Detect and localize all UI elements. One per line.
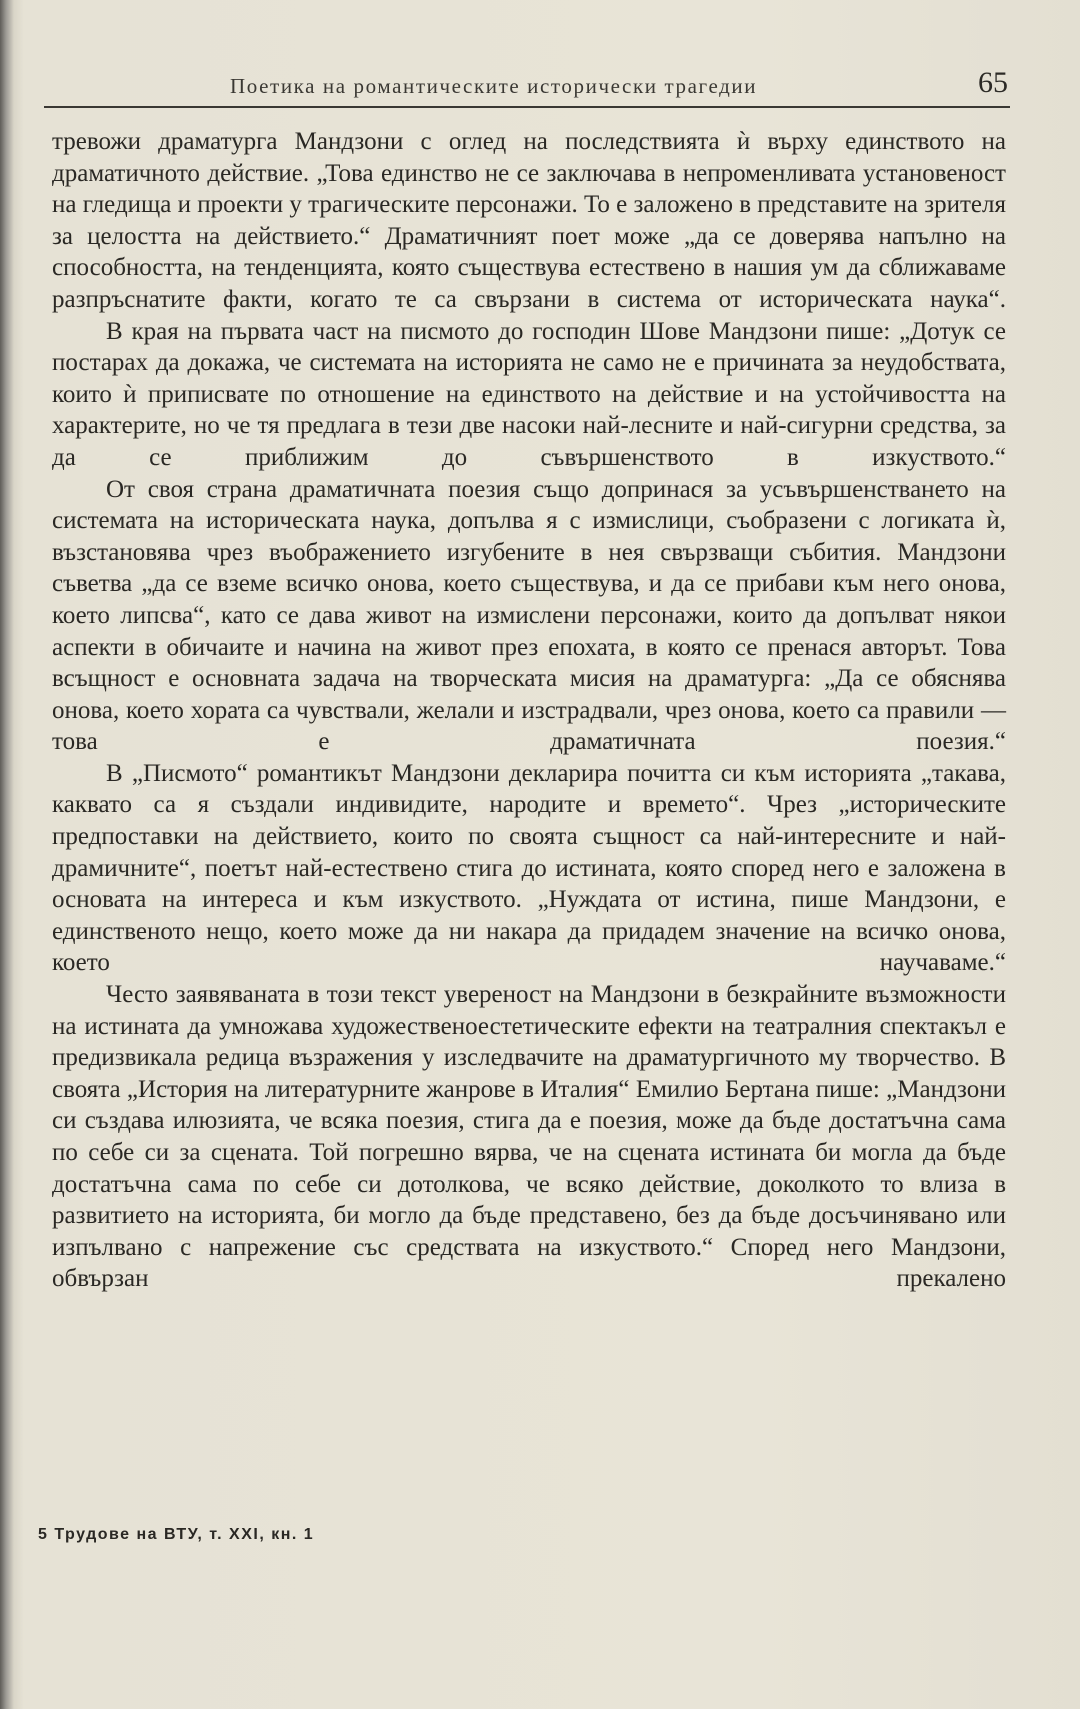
running-title: Поетика на романтическите исторически трагедии [230, 74, 758, 98]
page-number: 65 [978, 66, 1008, 99]
paragraph: Често заявяваната в този текст увереност на Мандзони в безкрайните възможности на истината да умножава художественоестетическите ефекти на театралния спектакъл е предизвикала редица възражения у изследвачите на драматургичното му творчество. В своята „История на литературните жанрове в Италия“ Емилио Бертана пише: „Мандзони си създава илюзията, че всяка поезия, стига да е поезия, може да бъде достатъчна сама по себе си за сцената. Той погрешно вярва, че на сцената истината би могла да бъде достатъчна сама по себе си дотолкова, че всяко действие, доколкото то влиза в развитието на историята, би могло да бъде представено, без да бъде досъчинявано или изпълвано с напрежение със средствата на изкуството.“ Според него Мандзони, обвързан прекалено [52, 981, 1006, 1293]
paragraph: От своя страна драматичната поезия също допринася за усъвършенстването на системата на историческата наука, допълва я с измислици, съобразени с логиката ѝ, възстановява чрез въображението изгубените в нея свързващи събития. Мандзони съветва „да се вземе всичко онова, което съществува, и да се прибави към него онова, което липсва“, като се дава живот на измислени персонажи, които да допълват някои аспекти в обичаите и начина на живот през епохата, в която се пренася авторът. Това всъщност е основната задача на творческата мисия на драматурга: „Да се обяснява онова, което хората са чувствали, желали и изстрадвали, чрез онова, което са правили — това е драматичната поезия.“ [52, 475, 1006, 756]
body-text [52, 126, 1006, 1295]
paragraph: В „Писмото“ романтикът Мандзони декларира почитта си към историята „такава, каквато са я създали индивидите, народите и времето“. Чрез „историческите предпоставки на действието, които по своята същност са най-интересните и най-драмичните“, поетът най-естествено стига до истината, която според него е заложена в основата на интереса и към изкуството. „Нуждата от истина, пише Мандзони, е единственото нещо, което може да ни накара да придадем значение на всичко онова, което научаваме.“ [52, 759, 1006, 977]
paragraph: тревожи драматурга Мандзони с оглед на последствията ѝ върху единството на драматичното действие. „Това единство не се заключава в непроменливата установеност на гледища и проекти у трагическите персонажи. То е заложено в представите на зрителя за целостта на действието.“ Драматичният поет може „да се доверява напълно на способността, на тенденцията, която съществува естествено в нашия ум да сближаваме разпръснатите факти, когато те са свързани в система от историческата наука“. [52, 128, 1006, 313]
paragraph: В края на първата част на писмото до господин Шове Мандзони пише: „Дотук се постарах да докажа, че системата на историята не само не е причината за неудобствата, които ѝ приписвате по отношение на единството на действие и на устойчивостта на характерите, но че тя предлага в тези две насоки най-лесните и най-сигурни средства, за да се приближим до съвършенството в изкуството.“ [52, 317, 1006, 471]
page-header [44, 62, 1010, 108]
printer-signature: 5 Трудове на ВТУ, т. XXI, кн. 1 [38, 1526, 315, 1543]
